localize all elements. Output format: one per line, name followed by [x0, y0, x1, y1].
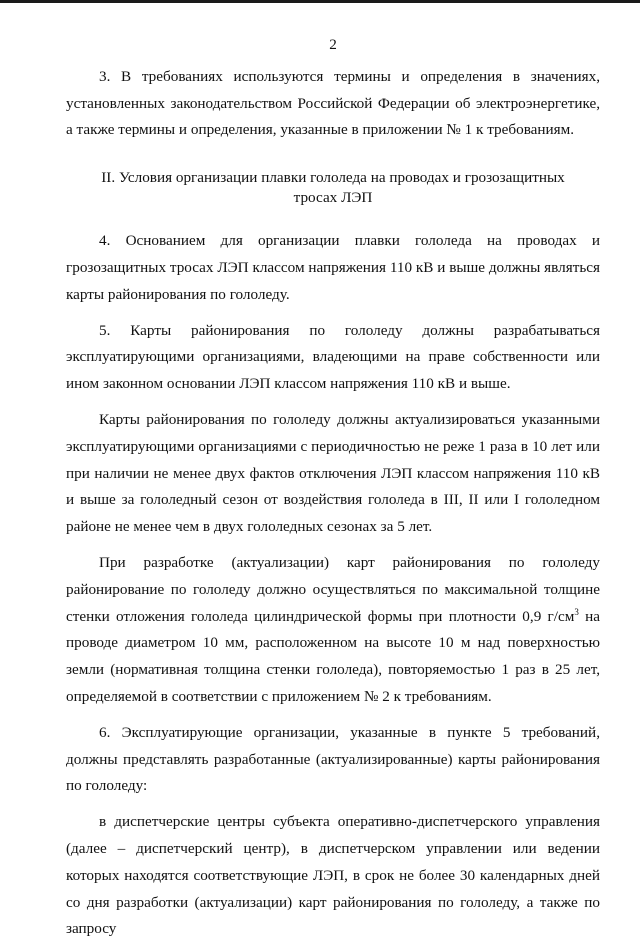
paragraph-4: 4. Основанием для организации плавки гололеда на проводах и грозозащитных тросах ЛЭП классом напряжения 110 кВ и выше должны являться карты районирования по гололеду.: [66, 232, 600, 303]
paragraph-5: 5. Карты районирования по гололеду должны разрабатываться эксплуатирующими организациями, владеющими на праве собственности или ином законном основании ЛЭП классом напряжения 110 кВ и выше.: [66, 321, 600, 393]
paragraph-6-item-dispatch: в диспетчерские центры субъекта оперативно-диспетчерского управления (далее – диспетчерский центр), в диспетчерском управлении или ведении которых находятся соответствующие ЛЭП, в срок не более 30 календарных дней со дня разработки (актуализации) карт районирования по гололеду, а также по запросу: [66, 813, 600, 938]
page-number: 2: [329, 36, 337, 53]
document-page: [66, 32, 600, 943]
paragraph-5-zoning-rule: [66, 550, 600, 711]
paragraph-6: 6. Эксплуатирующие организации, указанные в пункте 5 требований, должны представлять разработанные (актуализированные) карты районирования по гололеду:: [66, 723, 600, 795]
zoning-rule-text-end: на проводе диаметром 10 мм, расположенном на высоте 10 м над поверхностью земли (нормативная толщина стенки гололеда), повторяемостью 1 раз в 25 лет, определяемой в соответствии с приложением № 2 к требованиям.: [66, 607, 600, 705]
zoning-rule-text-start: При разработке (актуализации) карт районирования по гололеду районирование по гололеду должно осуществляться по максимальной толщине стенки отложения гололеда цилиндрической формы при плотности 0,9 г/см: [66, 553, 600, 625]
cubic-superscript: 3: [574, 606, 579, 617]
paragraph-5-update-rule: Карты районирования по гололеду должны актуализироваться указанными эксплуатирующими организациями с периодичностью не реже 1 раза в 10 лет или при наличии не менее двух фактов отключения ЛЭП классом напряжения 110 кВ и выше за гололедный сезон от воздействия гололеда в III, II или I гололедном районе не менее чем в двух гололедных сезонах за 5 лет.: [66, 410, 600, 536]
paragraph-3: 3. В требованиях используются термины и определения в значениях, установленных законодательством Российской Федерации об электроэнергетике, а также термины и определения, указанные в приложении № 1 к требованиям.: [66, 67, 600, 139]
section-heading: II. Условия организации плавки гололеда на проводах и грозозащитных тросах ЛЭП: [101, 169, 565, 207]
scan-top-border: [0, 0, 640, 3]
